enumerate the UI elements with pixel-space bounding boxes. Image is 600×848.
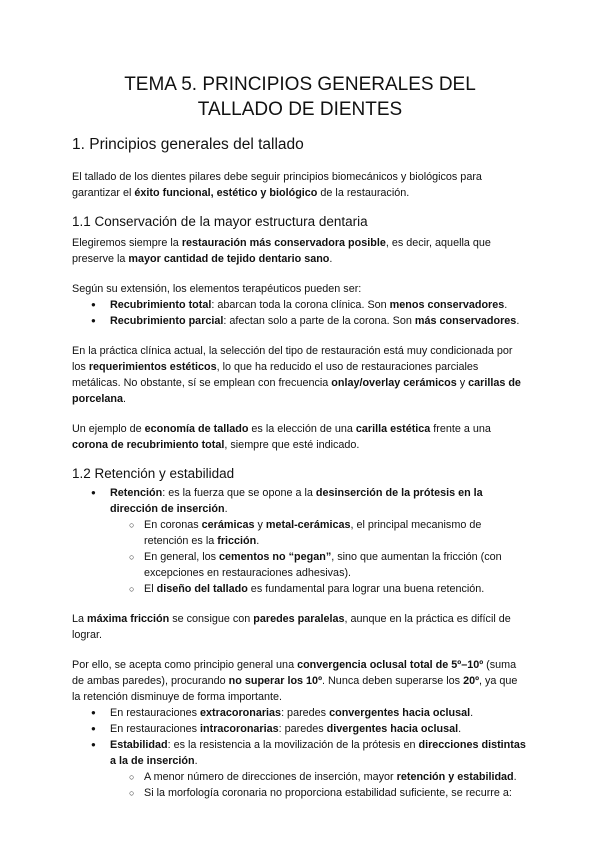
list-item: ● Estabilidad: es la resistencia a la movilización de la prótesis en direcciones distintas a la de inserción. ○ A menor número de direcciones de inserción, mayor retención y estabilidad. ○ Si la morfología coronaria no proporciona estabilidad suficiente, se recurre a: bbox=[72, 737, 528, 801]
section-1-intro: El tallado de los dientes pilares debe seguir principios biomecánicos y biológicos para garantizar el éxito funcional, estético y biológico de la restauración. bbox=[72, 171, 482, 199]
list-item: ○ A menor número de direcciones de inserción, mayor retención y estabilidad. bbox=[72, 769, 528, 785]
section-1-2-paragraph-1: La máxima fricción se consigue con paredes paralelas, aunque en la práctica es difícil de lograr. bbox=[72, 613, 511, 641]
list-item: ● Retención: es la fuerza que se opone a la desinserción de la prótesis en la dirección de inserción. ○ En coronas cerámicas y metal-cerámicas, el principal mecanismo de retención es la fricción. ○ En general, los cementos no “pegan”, sino que aumentan la fricción (con excepciones en restauraciones adhesivas). ○ El diseño del tallado es fundamental para lograr una buena retención. bbox=[72, 485, 528, 597]
retention-list bbox=[72, 485, 528, 597]
list-item: ● Recubrimiento parcial: afectan solo a parte de la corona. Son más conservadores. bbox=[72, 313, 528, 329]
section-1-1-heading: 1.1 Conservación de la mayor estructura dentaria bbox=[72, 214, 368, 229]
list-item: ○ Si la morfología coronaria no proporciona estabilidad suficiente, se recurre a: bbox=[72, 785, 528, 801]
extension-list bbox=[72, 297, 528, 329]
retention-sublist bbox=[110, 517, 528, 597]
list-item: ● En restauraciones extracoronarias: paredes convergentes hacia oclusal. bbox=[72, 705, 528, 721]
list-item: ○ En coronas cerámicas y metal-cerámicas, el principal mecanismo de retención es la fricción. bbox=[72, 517, 528, 549]
list-item: ● En restauraciones intracoronarias: paredes divergentes hacia oclusal. bbox=[72, 721, 528, 737]
list-item: ○ El diseño del tallado es fundamental para lograr una buena retención. bbox=[72, 581, 528, 597]
section-1-heading: 1. Principios generales del tallado bbox=[72, 136, 304, 153]
section-1-1-paragraph-2: Según su extensión, los elementos terapéuticos pueden ser: bbox=[72, 283, 362, 295]
section-1-2-heading: 1.2 Retención y estabilidad bbox=[72, 466, 235, 481]
section-1-1-paragraph-1: Elegiremos siempre la restauración más conservadora posible, es decir, aquella que preserve la mayor cantidad de tejido dentario sano. bbox=[72, 237, 491, 265]
document-title: TEMA 5. PRINCIPIOS GENERALES DEL TALLADO DE DIENTES bbox=[124, 74, 476, 120]
section-1-1-paragraph-3: En la práctica clínica actual, la selección del tipo de restauración está muy condicionada por los requerimientos estéticos, lo que ha reducido el uso de restauraciones parciales metálicas. No obstante, sí se emplean con frecuencia onlay/overlay cerámicos y carillas de porcelana. bbox=[72, 345, 521, 405]
section-1-1-paragraph-4: Un ejemplo de economía de tallado es la elección de una carilla estética frente a una corona de recubrimiento total, siempre que esté indicado. bbox=[72, 423, 491, 451]
section-1-2-paragraph-2: Por ello, se acepta como principio general una convergencia oclusal total de 5º–10º (suma de ambas paredes), procurando no superar los 10º. Nunca deben superarse los 20º, ya que la retención disminuye de forma importante. bbox=[72, 659, 518, 703]
convergence-list bbox=[72, 705, 528, 801]
list-item: ○ En general, los cementos no “pegan”, sino que aumentan la fricción (con excepciones en restauraciones adhesivas). bbox=[72, 549, 528, 581]
stability-sublist bbox=[110, 769, 528, 801]
list-item: ● Recubrimiento total: abarcan toda la corona clínica. Son menos conservadores. bbox=[72, 297, 528, 313]
